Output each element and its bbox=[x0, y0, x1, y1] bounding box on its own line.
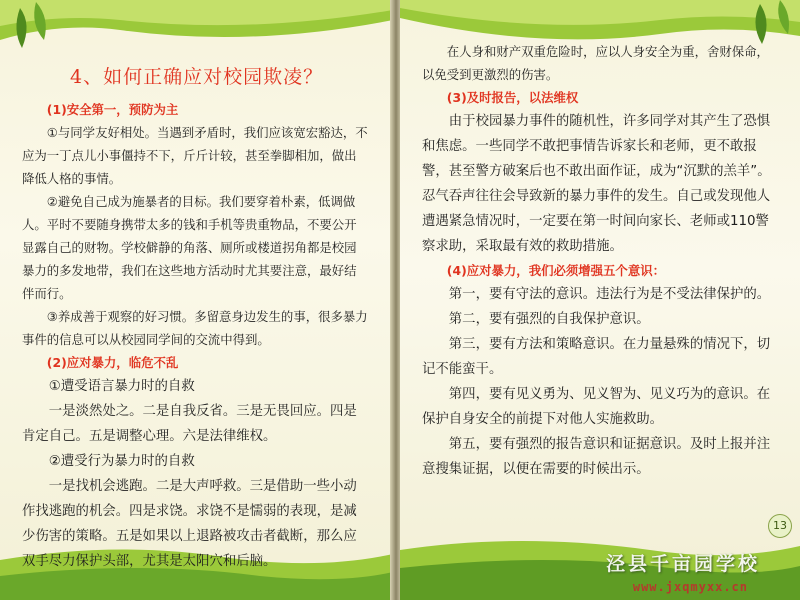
paragraph: 一是淡然处之。二是自我反省。三是无畏回应。四是肯定自己。五是调整心理。六是法律维权。 bbox=[22, 404, 357, 444]
right-page bbox=[400, 0, 800, 600]
paragraph: ②遭受行为暴力时的自救 bbox=[48, 454, 195, 469]
school-name-watermark: 泾县千亩园学校 bbox=[605, 553, 760, 575]
paragraph: 第三，要有方法和策略意识。在力量悬殊的情况下，切记不能蛮干。 bbox=[422, 337, 771, 377]
left-page bbox=[0, 0, 393, 600]
top-leaf-banner bbox=[0, 0, 393, 60]
left-text bbox=[22, 98, 368, 574]
paragraph: 第五，要有强烈的报告意识和证据意识。及时上报并注意搜集证据，以便在需要的时候出示。 bbox=[422, 437, 771, 477]
section-heading: (4)应对暴力，我们必须增强五个意识： bbox=[446, 263, 665, 278]
website-watermark: www.jxqmyxx.cn bbox=[632, 580, 748, 594]
paragraph: ③养成善于观察的好习惯。多留意身边发生的事，很多暴力事件的信息可以从校园同学间的交流中得到。 bbox=[22, 309, 368, 347]
paragraph: ②避免自己成为施暴者的目标。我们要穿着朴素，低调做人。平时不要随身携带太多的钱和手机等贵重物品，不要公开显露自己的财物。学校僻静的角落、厕所或楼道拐角都是校园暴力的多发地带，我们在这些地方活动时尤其要注意，最好结伴而行。 bbox=[22, 194, 357, 301]
paragraph: 第四，要有见义勇为、见义智为、见义巧为的意识。在保护自身安全的前提下对他人实施救助。 bbox=[422, 387, 771, 427]
page-number: 13 bbox=[768, 514, 792, 538]
paragraph: ①遭受语言暴力时的自救 bbox=[48, 379, 195, 394]
paragraph: 第一，要有守法的意识。违法行为是不受法律保护的。 bbox=[448, 287, 771, 302]
page-title: 4、如何正确应对校园欺凌？ bbox=[70, 66, 324, 88]
section-heading: (2)应对暴力，临危不乱 bbox=[46, 355, 179, 370]
paragraph: 第二，要有强烈的自我保护意识。 bbox=[448, 312, 650, 327]
paragraph: 在人身和财产双重危险时，应以人身安全为重，舍财保命，以免受到更激烈的伤害。 bbox=[422, 44, 769, 82]
section-heading: (3)及时报告，以法维权 bbox=[446, 90, 579, 105]
paragraph: 一是找机会逃跑。二是大声呼救。三是借助一些小动作找逃跑的机会。四是求饶。求饶不是懦弱的表现，是减少伤害的策略。五是如果以上退路被攻击者截断，那么应双手尽力保护头部，尤其是太阳穴和后脑。 bbox=[22, 479, 357, 569]
paragraph: 由于校园暴力事件的随机性，许多同学对其产生了恐惧和焦虑。一些同学不敢把事情告诉家长和老师，更不敢报警，甚至警方破案后也不敢出面作证，成为“沉默的羔羊”。忍气吞声往往会导致新的暴力事件的发生。自己或发现他人遭遇紧急情况时，一定要在第一时间向家长、老师或110警察求助，采取最有效的救助措施。 bbox=[422, 114, 771, 254]
section-heading: (1)安全第一，预防为主 bbox=[46, 102, 179, 117]
right-text bbox=[422, 40, 778, 482]
paragraph: ①与同学友好相处。当遇到矛盾时，我们应该宽宏豁达，不应为一丁点儿小事僵持不下，斤斤计较，甚至拳脚相加，做出降低人格的事情。 bbox=[22, 125, 368, 186]
